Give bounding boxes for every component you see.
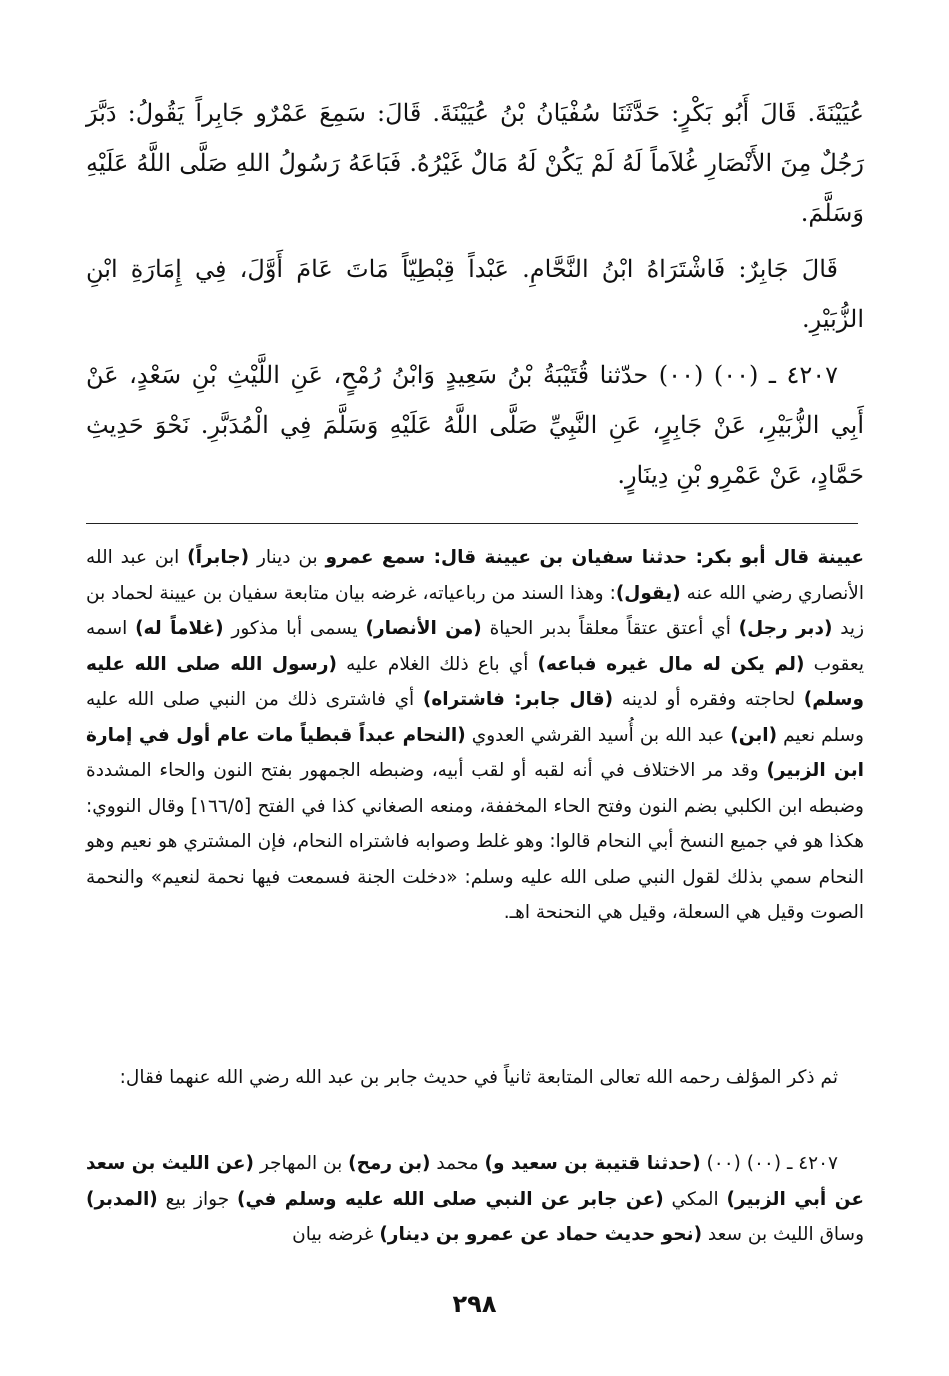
- commentary-quoted-segment: (عن جابر عن النبي صلى الله عليه وسلم في): [237, 1188, 664, 1210]
- commentary-quoted-segment: (عن الليث بن سعد عن أبي الزبير): [86, 1153, 864, 1210]
- commentary-explanation-segment: أي أعتق عتقاً معلقاً بدبر الحياة: [481, 618, 739, 639]
- commentary-paragraph-2: [86, 1060, 864, 1096]
- commentary-explanation-segment: اسمه يعقوب: [86, 618, 864, 675]
- commentary-explanation-segment: يسمى أبا مذكور: [223, 618, 366, 639]
- commentary-paragraph-3: [86, 1146, 864, 1253]
- commentary-quoted-segment: (حدثنا قتيبة بن سعيد و): [484, 1153, 701, 1174]
- commentary-explanation-segment: المكي: [663, 1188, 727, 1210]
- commentary-quoted-segment: (من الأنصار): [365, 618, 482, 639]
- commentary-quoted-segment: (رسول الله صلى الله عليه وسلم): [86, 653, 864, 710]
- commentary-explanation-segment: ٤٢٠٧ ـ (٠٠) (٠٠): [700, 1153, 838, 1174]
- commentary-explanation-segment: أي فاشترى ذلك من النبي صلى الله عليه وسلم نعيم: [86, 689, 864, 746]
- hadith-text-paragraph-3: [86, 350, 864, 500]
- commentary-explanation-segment: ابن عبد الله الأنصاري رضي الله عنه: [86, 547, 864, 604]
- commentary-explanation-segment: : وهذا السند من رباعياته، غرضه بيان متابعة سفيان بن عيينة لحماد بن زيد: [86, 582, 865, 639]
- commentary-quoted-segment: (قال جابر: فاشتراه): [422, 689, 614, 710]
- commentary-explanation-segment: جواز بيع: [157, 1188, 238, 1210]
- commentary-quoted-segment: (نحو حديث حماد عن عمرو بن دينار): [379, 1224, 703, 1245]
- commentary-explanation-segment: غرضه بيان: [292, 1224, 380, 1245]
- commentary-quoted-segment: (ابن): [730, 724, 778, 746]
- commentary-quoted-segment: (غلاماً له): [135, 618, 224, 639]
- commentary-paragraph-2-content: ثم ذكر المؤلف رحمه الله تعالى المتابعة ثانياً في حديث جابر بن عبد الله رضي الله عنهما فقال:: [119, 1067, 838, 1088]
- commentary-explanation-segment: بن المهاجر: [253, 1153, 349, 1174]
- commentary-quoted-segment: (يقول): [615, 582, 681, 604]
- commentary-quoted-segment: (النحام عبداً قبطياً مات عام أول في إمارة ابن الزبير): [86, 724, 864, 781]
- commentary-explanation-segment: أي باع ذلك الغلام عليه: [336, 653, 538, 675]
- commentary-quoted-segment: (لم يكن له مال غيره فباعه): [537, 653, 805, 675]
- commentary-quoted-segment: (دبر رجل): [738, 618, 833, 639]
- page-number: ٢٩٨: [452, 1290, 497, 1318]
- commentary-explanation-segment: عبد الله بن أُسيد القرشي العدوي: [465, 724, 731, 746]
- hadith-text-paragraph-3-content: ٤٢٠٧ ـ (٠٠) (٠٠) حدّثنا قُتَيْبَةُ بْنُ سَعِيدٍ وَابْنُ رُمْحٍ، عَنِ اللَّيْثِ بْنِ سَعْدٍ، عَنْ أَبِي الزُّبَيْرِ، عَنْ جَابِرٍ، عَنِ النَّبِيِّ صَلَّى اللَّهُ عَلَيْهِ وَسَلَّمَ فِي الْمُدَبَّرِ. نَحْوَ حَدِيثِ حَمَّادٍ، عَنْ عَمْرِو بْنِ دِينَارٍ.: [86, 361, 865, 489]
- commentary-quoted-segment: (بن رمح): [348, 1153, 431, 1174]
- commentary-explanation-segment: وساق الليث بن سعد: [702, 1224, 864, 1245]
- hadith-text-paragraph-2: [86, 244, 864, 344]
- commentary-quoted-segment: (المدبر): [86, 1188, 158, 1210]
- footnote-divider: [86, 523, 858, 524]
- commentary-explanation-segment: لحاجته وفقره أو لدينه: [613, 689, 804, 710]
- hadith-text-paragraph-2-content: قَالَ جَابِرٌ: فَاشْتَرَاهُ ابْنُ النَّحَّامِ. عَبْداً قِبْطِيّاً مَاتَ عَامَ أَوَّلَ، فِي إِمَارَةِ ابْنِ الزُّبَيْرِ.: [86, 255, 864, 333]
- commentary-explanation-segment: بن دينار: [249, 547, 326, 568]
- commentary-quoted-segment: عيينة قال أبو بكر: حدثنا سفيان بن عيينة قال: سمع عمرو: [325, 547, 865, 568]
- commentary-paragraph-3-content: [86, 1153, 864, 1245]
- commentary-explanation-segment: وقد مر الاختلاف في أنه لقبه أو لقب أبيه، وضبطه الجمهور بفتح النون والحاء المشددة وضبطه ابن الكلبي بضم النون وفتح الحاء المخففة، ومنعه الصغاني كذا في الفتح [١٦٦/٥] وقال النووي: هكذا هو في جميع النسخ أبي النحام قالوا: وهو غلط وصوابه فاشتراه النحام، فإن المشتري هو نعيم وهو النحام سمي بذلك لقول النبي صلى الله عليه وسلم: «دخلت الجنة فسمعت فيها نحمة لنعيم» والنحمة الصوت وقيل هي السعلة، وقيل هي النحنحة اهـ.: [86, 760, 864, 923]
- hadith-text-paragraph-1: عُيَيْنَةَ. قَالَ أَبُو بَكْرٍ: حَدَّثَنَا سُفْيَانُ بْنُ عُيَيْنَةَ. قَالَ: سَمِعَ عَمْرٌو جَابِراً يَقُولُ: دَبَّرَ رَجُلٌ مِنَ الأَنْصَارِ غُلاَماً لَهُ لَمْ يَكُنْ لَهُ مَالٌ غَيْرُهُ. فَبَاعَهُ رَسُولُ اللهِ صَلَّى اللَّهُ عَلَيْهِ وَسَلَّمَ.: [86, 99, 864, 227]
- commentary-quoted-segment: (جابراً): [187, 547, 250, 568]
- commentary-paragraph-1: [86, 540, 864, 931]
- commentary-explanation-segment: محمد: [430, 1153, 485, 1174]
